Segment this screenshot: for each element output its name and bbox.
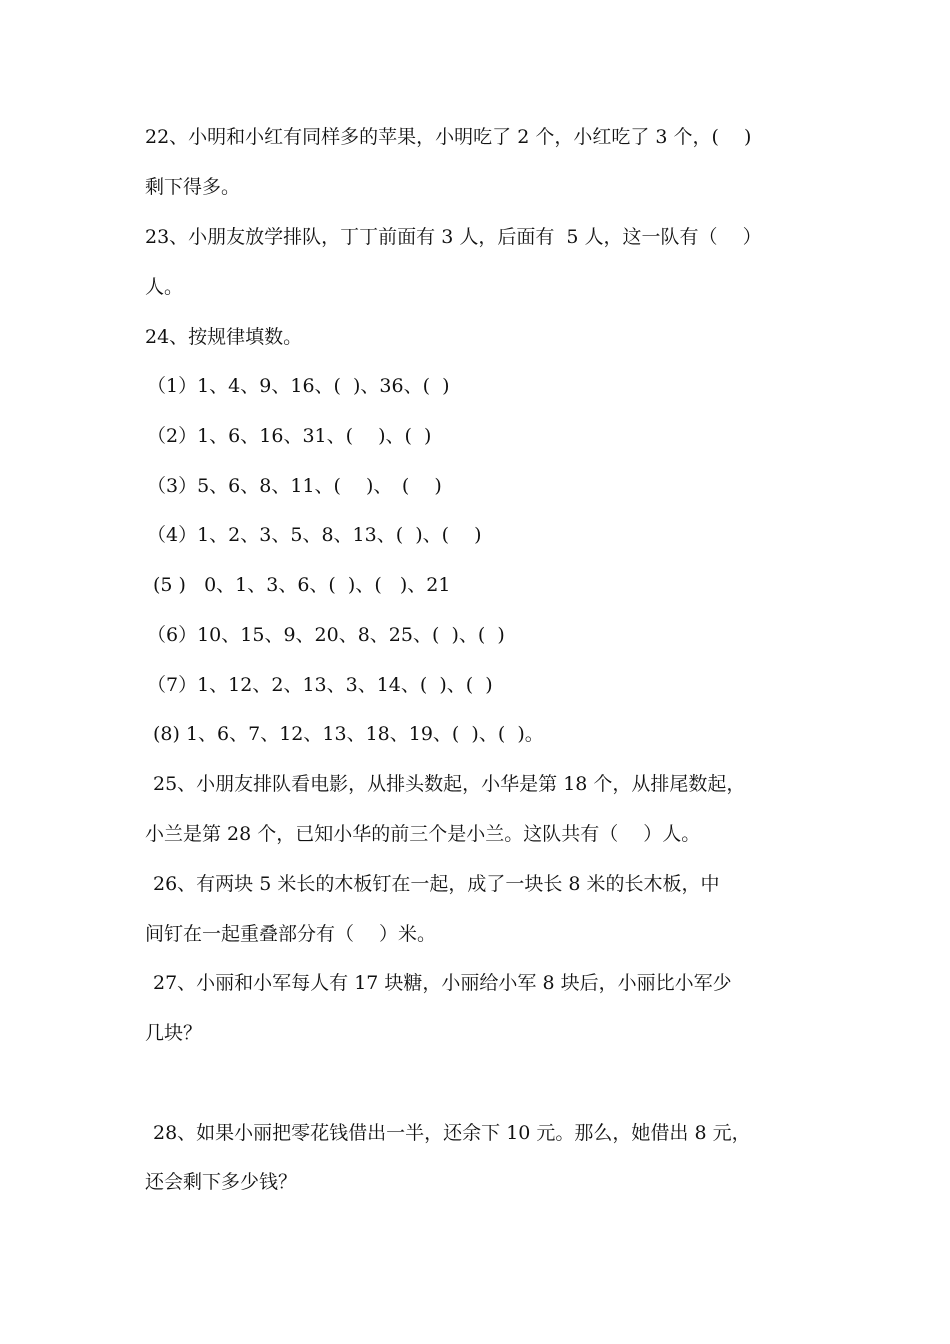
sequence-item: （2）1、6、16、31、( )、( )	[147, 425, 432, 447]
question-28-line-2: 还会剩下多少钱？	[145, 1171, 298, 1193]
question-22-line-1: 22、小明和小红有同样多的苹果，小明吃了 2 个，小红吃了 3 个，( )	[145, 126, 752, 148]
question-24-title: 24、按规律填数。	[145, 326, 303, 348]
question-25-line-2: 小兰是第 28 个，已知小华的前三个是小兰。这队共有（ ）人。	[145, 823, 701, 845]
sequence-item: （4）1、2、3、5、8、13、( )、( )	[147, 524, 482, 546]
sequence-item: (5 ) 0、1、3、6、( )、( )、21	[153, 574, 451, 596]
sequence-item: （7）1、12、2、13、3、14、( )、( )	[147, 674, 493, 696]
question-23-line-2: 人。	[145, 276, 184, 298]
question-27-line-2: 几块？	[145, 1022, 203, 1044]
question-26-line-1: 26、有两块 5 米长的木板钉在一起，成了一块长 8 米的长木板，中	[153, 873, 720, 895]
sequence-item: (8) 1、6、7、12、13、18、19、( )、( )。	[153, 723, 544, 745]
question-25-line-1: 25、小朋友排队看电影，从排头数起，小华是第 18 个，从排尾数起，	[153, 773, 746, 795]
question-27-line-1: 27、小丽和小军每人有 17 块糖，小丽给小军 8 块后，小丽比小军少	[153, 972, 732, 994]
question-28-line-1: 28、如果小丽把零花钱借出一半，还余下 10 元。那么，她借出 8 元，	[153, 1122, 751, 1144]
sequence-item: （1）1、4、9、16、( )、36、( )	[147, 375, 450, 397]
question-22-line-2: 剩下得多。	[145, 176, 241, 198]
question-23-line-1: 23、小朋友放学排队，丁丁前面有 3 人，后面有 5 人，这一队有（ ）	[145, 226, 762, 248]
question-26-line-2: 间钉在一起重叠部分有（ ）米。	[145, 923, 437, 945]
sequence-item: （3）5、6、8、11、( )、 ( )	[147, 475, 442, 497]
sequence-item: （6）10、15、9、20、8、25、( )、( )	[147, 624, 505, 646]
